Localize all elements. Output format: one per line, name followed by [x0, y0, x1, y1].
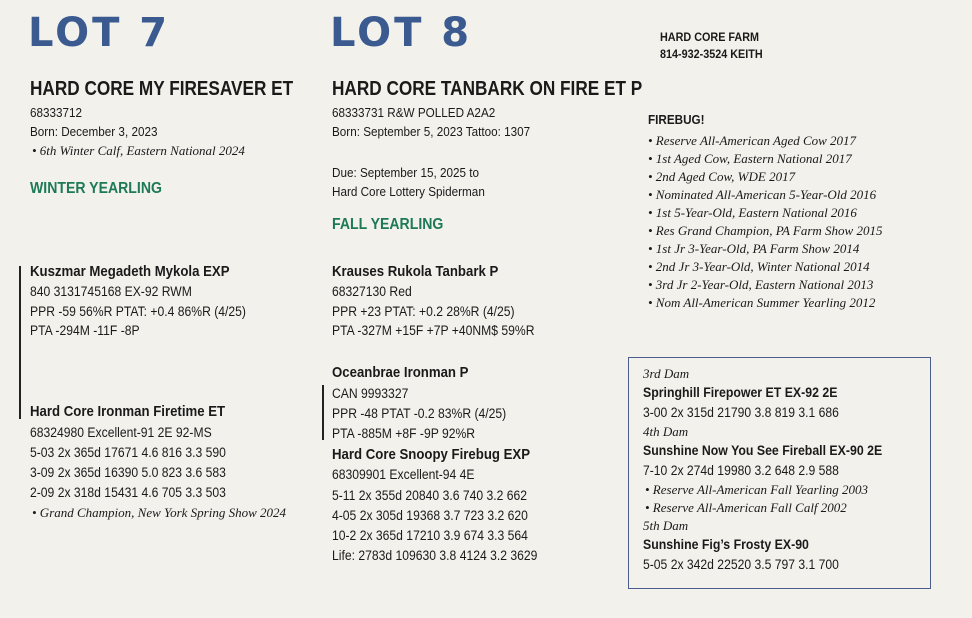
lot7-reg: 68333712 — [30, 105, 83, 120]
lot8-sire-line: 68327130 Red — [332, 284, 412, 299]
firebug-list — [648, 132, 882, 312]
lot8-due: Due: September 15, 2025 to — [332, 165, 480, 180]
lot7-dam-line: 68324980 Excellent-91 2E 92-MS — [30, 425, 212, 440]
lot8-dam-line: 4-05 2x 305d 19368 3.7 723 3.2 620 — [332, 508, 528, 523]
lot8-dam-life-line: Life: 2783d 109630 3.8 4124 3.2 3629 — [332, 548, 538, 563]
lot7-sire-line: 840 3131745168 EX-92 RWM — [30, 284, 192, 299]
fifth-dam-record: 5-05 2x 342d 22520 3.5 797 3.1 700 — [643, 557, 839, 572]
lot7-sire-line: PPR -59 56%R PTAT: +0.4 86%R (4/25) — [30, 304, 246, 319]
pedigree-bracket — [322, 385, 324, 440]
firebug-title: FIREBUG! — [648, 112, 705, 127]
lot7-note: • 6th Winter Calf, Eastern National 2024 — [32, 143, 245, 158]
firebug-item: • 3rd Jr 2-Year-Old, Eastern National 2013 — [648, 277, 874, 292]
firebug-item: • 1st Jr 3-Year-Old, PA Farm Show 2014 — [648, 241, 860, 256]
firebug-item: • 1st Aged Cow, Eastern National 2017 — [648, 151, 852, 166]
lot8-born: Born: September 5, 2023 Tattoo: 1307 — [332, 124, 531, 139]
lot7-dam-line: 3-09 2x 365d 16390 5.0 823 3.6 583 — [30, 465, 226, 480]
lot8-mgs-line: PPR -48 PTAT -0.2 83%R (4/25) — [332, 406, 507, 421]
third-dam-record: 3-00 2x 315d 21790 3.8 819 3.1 686 — [643, 405, 839, 420]
third-dam-label: 3rd Dam — [643, 366, 690, 381]
lot7-dam-line: 5-03 2x 365d 17671 4.6 816 3.3 590 — [30, 445, 226, 460]
farm-phone: 814-932-3524 KEITH — [660, 47, 763, 61]
firebug-item: • Reserve All-American Aged Cow 2017 — [648, 133, 857, 148]
lot8-due-sire: Hard Core Lottery Spiderman — [332, 184, 485, 199]
lot8-reg: 68333731 R&W POLLED A2A2 — [332, 105, 496, 120]
lot8-mgs-line: CAN 9993327 — [332, 386, 409, 401]
lot8-class: FALL YEARLING — [332, 216, 444, 233]
fourth-dam-name: Sunshine Now You See Fireball EX-90 2E — [643, 442, 883, 458]
fifth-dam-label: 5th Dam — [643, 518, 689, 533]
fourth-dam-note: • Reserve All-American Fall Yearling 2003 — [645, 482, 868, 497]
pedigree-bracket — [19, 266, 21, 419]
firebug-item: • Res Grand Champion, PA Farm Show 2015 — [648, 223, 883, 238]
lot8-title: LOT 8 — [330, 10, 473, 56]
fourth-dam-label: 4th Dam — [643, 424, 689, 439]
firebug-item: • Nominated All-American 5-Year-Old 2016 — [648, 187, 877, 202]
lot8-animal-name: HARD CORE TANBARK ON FIRE ET P — [332, 78, 643, 100]
lot8-mgs-name: Oceanbrae Ironman P — [332, 364, 469, 381]
lot7-class: WINTER YEARLING — [30, 180, 162, 197]
firebug-item: • 2nd Aged Cow, WDE 2017 — [648, 169, 796, 184]
firebug-item: • 2nd Jr 3-Year-Old, Winter National 2014 — [648, 259, 870, 274]
fifth-dam-name: Sunshine Fig’s Frosty EX-90 — [643, 536, 809, 552]
lot7-dam-line: 2-09 2x 318d 15431 4.6 705 3.3 503 — [30, 485, 226, 500]
lot8-mgs-line: PTA -885M +8F -9P 92%R — [332, 426, 476, 441]
lot8-sire-line: PTA -327M +15F +7P +40NM$ 59%R — [332, 323, 535, 338]
lot7-dam-name: Hard Core Ironman Firetime ET — [30, 403, 226, 420]
lot8-dam-line: 5-11 2x 355d 20840 3.6 740 3.2 662 — [332, 488, 528, 503]
lot8-sire-name: Krauses Rukola Tanbark P — [332, 263, 499, 280]
firebug-item: • 1st 5-Year-Old, Eastern National 2016 — [648, 205, 857, 220]
firebug-item: • Nom All-American Summer Yearling 2012 — [648, 295, 876, 310]
third-dam-name: Springhill Firepower ET EX-92 2E — [643, 384, 838, 400]
lot7-sire-name: Kuszmar Megadeth Mykola EXP — [30, 263, 230, 280]
lot7-born: Born: December 3, 2023 — [30, 124, 158, 139]
lot7-title: LOT 7 — [28, 10, 171, 56]
lot8-dam-line: 10-2 2x 365d 17210 3.9 674 3.3 564 — [332, 528, 528, 543]
lot8-dam-line: 68309901 Excellent-94 4E — [332, 467, 475, 482]
lot7-sire-line: PTA -294M -11F -8P — [30, 323, 140, 338]
fourth-dam-record: 7-10 2x 274d 19980 3.2 648 2.9 588 — [643, 463, 839, 478]
lot7-animal-name: HARD CORE MY FIRESAVER ET — [30, 78, 294, 100]
lot7-dam-note: • Grand Champion, New York Spring Show 2024 — [32, 505, 286, 520]
lot8-dam-name: Hard Core Snoopy Firebug EXP — [332, 446, 531, 463]
fourth-dam-note: • Reserve All-American Fall Calf 2002 — [645, 500, 847, 515]
lot8-sire-line: PPR +23 PTAT: +0.2 28%R (4/25) — [332, 304, 515, 319]
farm-name: HARD CORE FARM — [660, 30, 759, 44]
